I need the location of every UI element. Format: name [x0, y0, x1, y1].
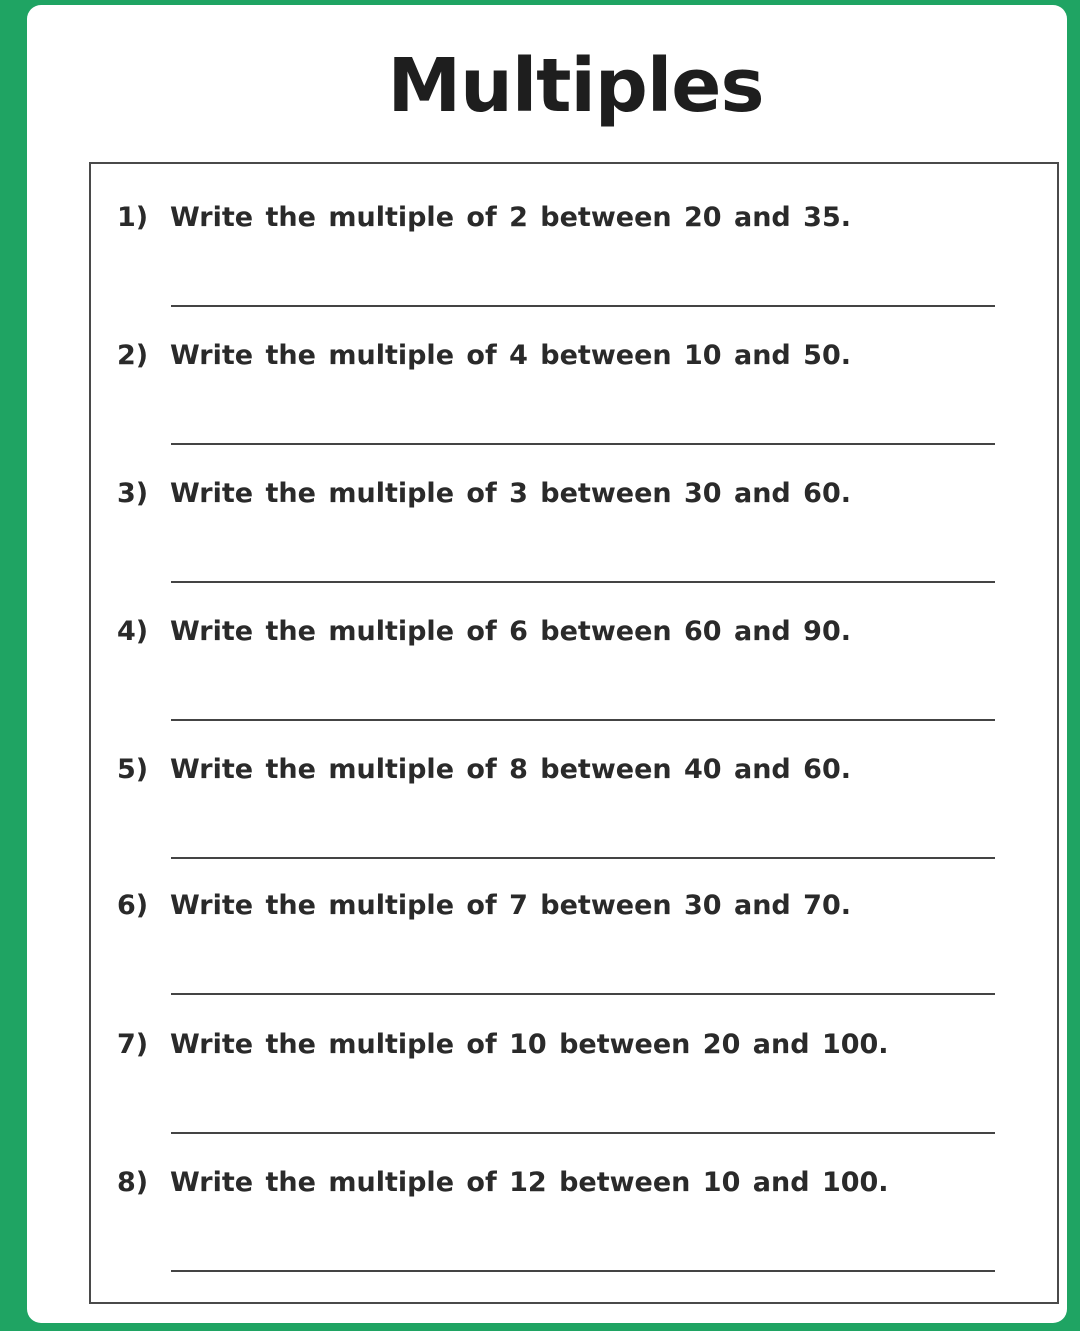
question-number: 3) [117, 478, 149, 509]
question-text: Write the multiple of 8 between 40 and 60. [170, 754, 851, 785]
worksheet-page [27, 5, 1067, 1323]
question-text: Write the multiple of 7 between 30 and 70. [170, 890, 851, 921]
question-1 [91, 164, 1057, 302]
answer-line[interactable] [171, 1270, 995, 1272]
question-6 [91, 852, 1057, 990]
question-8 [91, 1129, 1057, 1267]
question-number: 2) [117, 340, 149, 371]
question-text: Write the multiple of 4 between 10 and 50. [170, 340, 851, 371]
question-text: Write the multiple of 2 between 20 and 35. [170, 202, 851, 233]
question-5 [91, 716, 1057, 854]
question-text: Write the multiple of 10 between 20 and 100. [170, 1029, 889, 1060]
question-number: 6) [117, 890, 149, 921]
question-number: 4) [117, 616, 149, 647]
question-4 [91, 578, 1057, 716]
questions-box [89, 162, 1059, 1304]
question-3 [91, 440, 1057, 578]
question-text: Write the multiple of 3 between 30 and 60. [170, 478, 851, 509]
question-2 [91, 302, 1057, 440]
question-number: 8) [117, 1167, 149, 1198]
question-number: 7) [117, 1029, 149, 1060]
question-number: 5) [117, 754, 149, 785]
question-number: 1) [117, 202, 149, 233]
question-7 [91, 991, 1057, 1129]
question-text: Write the multiple of 12 between 10 and 100. [170, 1167, 889, 1198]
worksheet-title: Multiples [387, 43, 764, 129]
question-text: Write the multiple of 6 between 60 and 90. [170, 616, 851, 647]
